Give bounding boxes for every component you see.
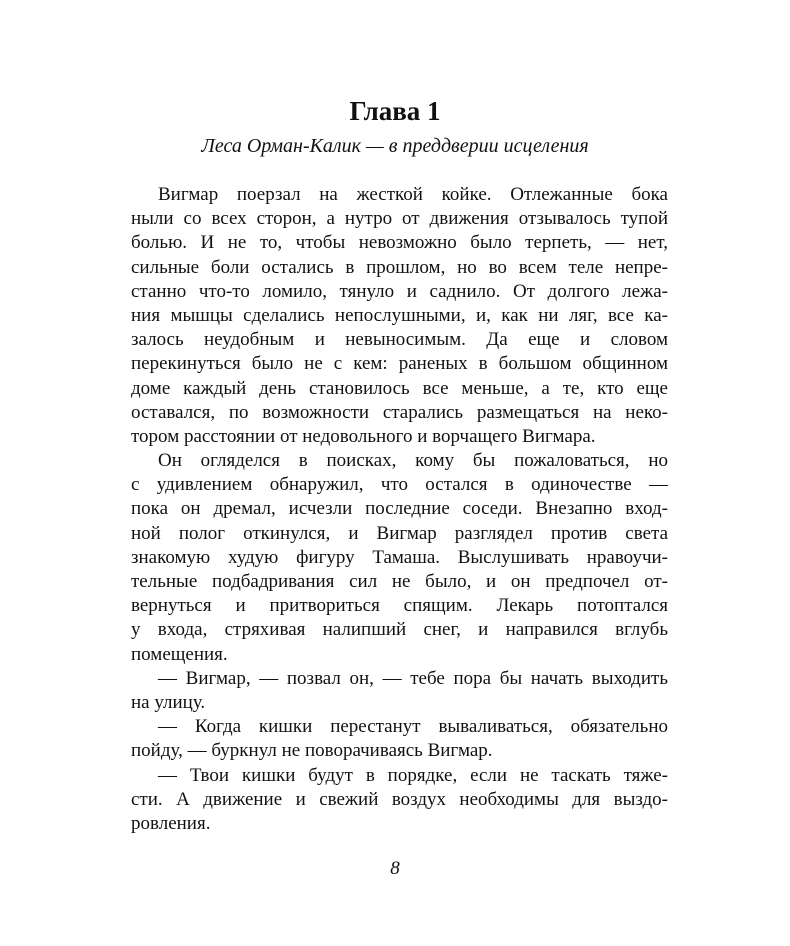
text-line: Он огляделся в поисках, кому бы пожаловаться, но [158,450,668,472]
chapter-title: Глава 1 [349,96,441,126]
text-line: — Вигмар, — позвал он, — тебе пора бы начать выходить [158,667,668,689]
text-line: пойду, — буркнул не поворачиваясь Вигмар. [131,740,493,762]
text-line: на улицу. [131,691,206,713]
page-number: 8 [390,858,400,879]
chapter-subtitle: Леса Орман-Калик — в преддверии исцеления [201,135,589,157]
text-line: — Твои кишки будут в порядке, если не таскать тяже- [158,764,668,786]
paragraph [131,449,668,667]
text-line: Вигмар поерзал на жесткой койке. Отлежанные бока [158,184,668,205]
paragraph [131,183,668,449]
text-line: ния мышцы сделались непослушными, и, как ни ляг, все ка- [131,304,668,326]
chapter-body-text [131,183,668,836]
text-line: доме каждый день становилось все меньше, а те, кто еще [131,377,668,399]
text-line: станно что-то ломило, тянуло и саднило. От долгого лежа- [131,280,668,302]
text-line: у входа, стряхивая налипший снег, и направился вглубь [131,619,668,641]
text-line: болью. И не то, чтобы невозможно было терпеть, — нет, [131,232,668,254]
text-line: тельные подбадривания сил не было, и он предпочел от- [131,571,668,592]
text-line: перекинуться было не с кем: раненых в большом общинном [131,353,668,375]
text-line: помещения. [131,643,228,665]
text-line: тором расстоянии от недовольного и ворчащего Вигмара. [131,425,596,447]
text-line: ныли со всех сторон, а нутро от движения отзывалось тупой [131,208,668,230]
paragraph [131,764,668,837]
text-line: пока он дремал, исчезли последние соседи. Внезапно вход- [131,498,668,520]
paragraph [131,667,668,715]
text-line: сильные боли остались в прошлом, но во всем теле непре- [131,256,668,278]
text-line: — Когда кишки перестанут вываливаться, обязательно [158,716,668,738]
text-line: сти. А движение и свежий воздух необходимы для выздо- [131,788,668,810]
text-line: оставался, по возможности старались размещаться на неко- [131,401,668,423]
text-line: с удивлением обнаружил, что остался в одиночестве — [131,474,668,496]
text-line: знакомую худую фигуру Тамаша. Выслушивать нравоучи- [131,546,668,568]
text-line: вернуться и притвориться спящим. Лекарь потоптался [131,595,668,617]
paragraph [131,715,668,763]
text-line: ной полог откинулся, и Вигмар разглядел против света [131,522,668,544]
text-line: ровления. [131,812,211,834]
text-line: залось неудобным и невыносимым. Да еще и словом [131,329,668,351]
